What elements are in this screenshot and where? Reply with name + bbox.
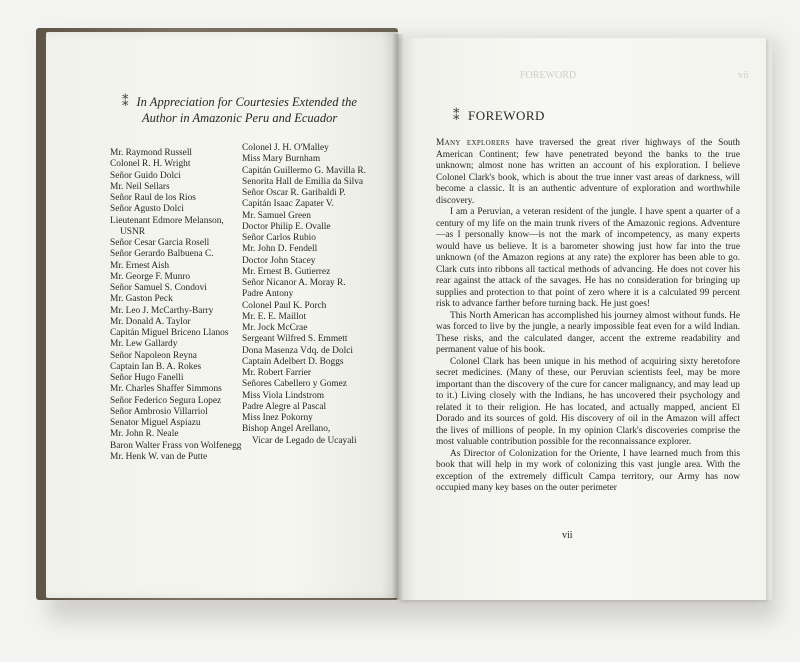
list-item: Mr. Robert Farrier xyxy=(242,368,311,378)
book-gutter xyxy=(392,34,404,600)
list-item: Mr. Samuel Green xyxy=(242,210,311,221)
list-item: Capitán Isaac Zapater V. xyxy=(242,199,334,210)
list-item: Padre Antony xyxy=(242,289,294,300)
paragraph-2: I am a Peruvian, a veteran resident of the jungle. I have spent a quarter of a century of my life on the main trunk rivers of the Amazonic regions. Adventure—as I personally know—is not the mark of incompetency, as many experts would have us believe. It is a barometer showing just how far into the true unknown (of the Amazon regions at any rate) the explorer has been able to go. Clark cuts into ribbons all tactical methods of advancing. He does not cover his rear against the attack of the savages. He has no consideration for bringing up supplies and protection to that point of zero where it is a calculated 99 percent risk to advance farther before turning back. He just goes! xyxy=(436,207,740,309)
list-item: Mr. Leo J. McCarthy-Barry xyxy=(110,305,214,316)
list-item: Capitán Miguel Briceno Llanos xyxy=(110,328,229,338)
ornament-icon: ⁑ xyxy=(122,94,129,109)
list-item: Señor Gerardo Balbuena C. xyxy=(110,249,214,260)
list-item: Señores Cabellero y Gomez xyxy=(242,379,347,390)
list-item: Mr. Neil Sellars xyxy=(110,181,170,192)
list-item: Señor Oscar R. Garibaldi P. xyxy=(242,188,346,198)
list-item: Señor Hugo Fanelli xyxy=(110,373,184,383)
list-item: Vicar de Legado de Ucayali xyxy=(252,435,357,446)
list-item: Señor Ambrosio Villarriol xyxy=(110,406,208,417)
paragraph-5: As Director of Colonization for the Oriente, I have learned much from this book that will help in my work of colonizing this vast jungle area. With the exception of the extremely difficult Campa territory, our Army has now occupied many key bases on the outer perimeter xyxy=(436,448,740,493)
list-item: Mr. John R. Neale xyxy=(110,429,179,440)
list-item: Mr. Lew Gallardy xyxy=(110,339,178,350)
foreword-title-text: FOREWORD xyxy=(468,108,545,123)
list-item: Senorita Hall de Emilia da Silva xyxy=(242,176,364,187)
appreciation-heading xyxy=(122,94,376,126)
list-item: Padre Alegre al Pascal xyxy=(242,401,327,412)
list-item: Colonel J. H. O'Malley xyxy=(242,143,329,153)
foreword-body xyxy=(436,138,740,495)
list-item: Doctor John Stacey xyxy=(242,255,316,266)
list-item: Mr. Charles Shaffer Simmons xyxy=(110,384,222,395)
list-item: Lieutenant Edmore Melanson, xyxy=(110,215,224,226)
list-item: Mr. John D. Fendell xyxy=(242,244,318,255)
page-number: vii xyxy=(562,530,573,541)
list-item: Senator Miguel Aspiazu xyxy=(110,418,201,428)
list-item: Señor Samuel S. Condovi xyxy=(110,283,207,293)
names-column-left xyxy=(110,148,241,463)
names-column-right xyxy=(242,143,366,447)
list-item: USNR xyxy=(120,226,146,237)
list-item: Señor Raul de los Rios xyxy=(110,193,196,203)
list-item: Mr. Henk W. van de Putte xyxy=(110,451,208,462)
list-item: Captain Ian B. A. Rokes xyxy=(110,361,202,372)
list-item: Capitán Guillermo G. Mavilla R. xyxy=(242,165,366,176)
ornament-icon: ⁑ xyxy=(453,108,460,123)
list-item: Bishop Angel Arellano, xyxy=(242,424,331,435)
show-through-header: FOREWORD xyxy=(520,70,577,81)
list-item: Dona Masenza Vdq. de Dolci xyxy=(242,345,353,356)
list-item: Señor Carlos Rubio xyxy=(242,233,316,243)
list-item: Colonel Paul K. Porch xyxy=(242,300,327,311)
list-item: Señor Napoleon Reyna xyxy=(110,350,197,361)
list-item: Mr. Donald A. Taylor xyxy=(110,316,191,327)
list-item: Miss Mary Burnham xyxy=(242,154,321,165)
list-item: Señor Federico Segura Lopez xyxy=(110,395,222,406)
list-item: Sergeant Wilfred S. Emmett xyxy=(242,334,348,345)
foreword-title xyxy=(453,108,545,124)
list-item: Miss Inez Pokorny xyxy=(242,413,313,423)
list-item: Mr. Ernest Aish xyxy=(110,260,170,271)
list-item: Mr. Ernest B. Gutierrez xyxy=(242,266,331,277)
list-item: Mr. George F. Munro xyxy=(110,271,191,282)
list-item: Señor Nicanor A. Moray R. xyxy=(242,278,346,288)
list-item: Colonel R. H. Wright xyxy=(110,159,191,170)
list-item: Mr. E. E. Maillot xyxy=(242,311,307,322)
list-item: Captain Adelbert D. Boggs xyxy=(242,356,344,367)
paragraph-1 xyxy=(436,138,740,207)
list-item: Señor Agusto Dolci xyxy=(110,204,184,215)
list-item: Señor Cesar Garcia Rosell xyxy=(110,238,210,248)
list-item: Miss Viola Lindstrom xyxy=(242,390,325,401)
show-through-folio: vii xyxy=(738,70,749,81)
list-item: Baron Walter Frass von Wolfenegg xyxy=(110,440,242,451)
paragraph-3: This North American has accomplished his journey almost without funds. He was forced to live by the jungle, a nearly impossible feat even for a wild Indian. These risks, and the calculated danger, accent the extreme readability and permanent value of his book. xyxy=(436,310,740,355)
list-item: Mr. Gaston Peck xyxy=(110,294,173,305)
appreciation-line-2: Author in Amazonic Peru and Ecuador xyxy=(142,111,338,125)
appreciation-line-1: In Appreciation for Courtesies Extended the xyxy=(136,95,357,109)
paragraph-4: Colonel Clark has been unique in his method of acquiring sixty heretofore secret medicines. (Many of these, our Peruvian scientists feel, may be more important than the discovery of the cure for cancer malignancy, and may lead up to it.) Living closely with the Indians, he has uncovered their psychology and related it to their religion. He has located, and actually mapped, ancient El Dorado and its sources of gold. His discovery of oil in the Amazon will affect the lives of millions of people. In my opinion Clark's discoveries comprise the most valuable contribution possible for the reconnaissance explorer. xyxy=(436,356,740,447)
list-item: Doctor Philip E. Ovalle xyxy=(242,221,331,232)
list-item: Señor Guido Dolci xyxy=(110,170,181,181)
lead-caps: Many explorers xyxy=(436,138,510,148)
list-item: Mr. Raymond Russell xyxy=(110,148,193,158)
list-item: Mr. Jock McCrae xyxy=(242,323,308,333)
paragraph-1-text: have traversed the great river highways of the South American Continent; few have penetrated beyond the banks to the true unknown; almost none has written an account of his exploration. I believe Colonel Clark's book, which is about the true inner vast areas of darkness, will become a classic. It is an authentic adventure of exploration and worthwhile discovery. xyxy=(436,138,740,206)
